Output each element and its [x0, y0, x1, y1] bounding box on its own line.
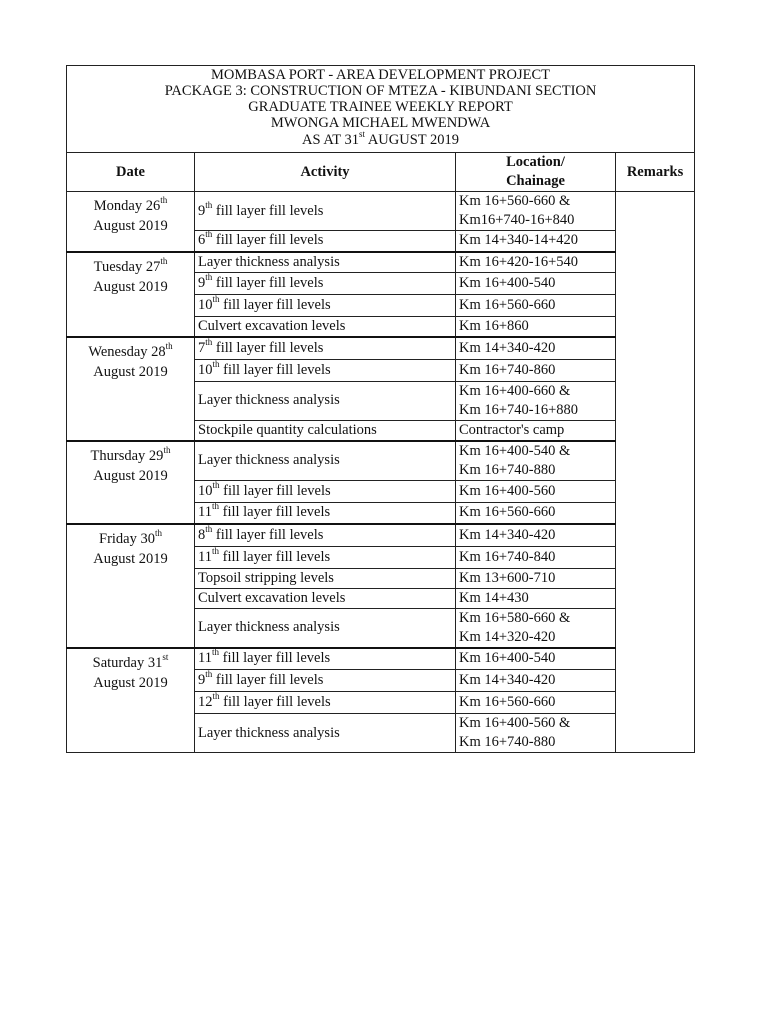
- activity-cell: [195, 337, 456, 359]
- layer-ordinal: th: [205, 669, 213, 680]
- activity-cell: [195, 359, 456, 381]
- chainage-line: Km 16+560-660: [459, 694, 556, 710]
- report-date-sup: st: [358, 129, 365, 140]
- report-body: [67, 192, 695, 753]
- chainage-line: Km 16+740-860: [459, 361, 556, 378]
- layer-ordinal: th: [212, 359, 220, 369]
- date-month: August 2019: [93, 674, 168, 691]
- activity-cell: [195, 524, 456, 546]
- layer-ordinal: th: [205, 524, 213, 534]
- chainage-line: Km 16+860: [459, 318, 529, 334]
- activity-text: fill layer fill levels: [212, 202, 324, 219]
- day-ordinal: th: [154, 528, 162, 539]
- date-line: [70, 342, 191, 362]
- date-cell: [67, 524, 195, 648]
- layer-number: 9: [198, 202, 206, 219]
- activity-cell: [195, 568, 456, 588]
- layer-ordinal: th: [211, 502, 219, 512]
- day-ordinal: th: [165, 341, 173, 352]
- day-name: Friday 30: [99, 531, 155, 547]
- activity-text: Layer thickness analysis: [198, 452, 340, 468]
- date-line: [70, 446, 191, 466]
- activity-cell: [195, 608, 456, 648]
- chainage-line: Km 16+560-660: [459, 504, 556, 521]
- layer-ordinal: th: [212, 480, 220, 490]
- chainage-line: Km 16+740-840: [459, 548, 556, 565]
- location-column-header: [456, 153, 616, 192]
- location-cell: [456, 568, 616, 588]
- activity-row: [67, 192, 695, 231]
- location-cell: [456, 608, 616, 648]
- chainage-line: Km 16+740-880: [459, 461, 556, 478]
- column-header-row: [67, 153, 695, 192]
- layer-number: 12: [198, 694, 213, 710]
- report-date-prefix: AS AT 31: [302, 132, 359, 148]
- date-column-header: Date: [67, 153, 195, 192]
- activity-cell: [195, 546, 456, 568]
- activity-text: fill layer fill levels: [219, 482, 331, 499]
- date-month: August 2019: [93, 278, 168, 295]
- location-header-line1: Location/: [506, 154, 565, 170]
- weekly-report-table: [66, 65, 695, 753]
- activity-text: fill layer fill levels: [219, 361, 331, 378]
- day-name: Tuesday 27: [93, 258, 161, 275]
- layer-number: 11: [198, 548, 212, 565]
- activity-cell: [195, 441, 456, 481]
- activity-cell: [195, 317, 456, 338]
- location-cell: [456, 441, 616, 481]
- activity-cell: [195, 480, 456, 502]
- activity-column-header: Activity: [195, 153, 456, 192]
- chainage-line: Km 16+400-540: [459, 275, 556, 291]
- layer-number: 10: [198, 482, 213, 499]
- activity-text: fill layer fill levels: [219, 694, 331, 710]
- location-cell: [456, 670, 616, 692]
- layer-number: 7: [198, 339, 206, 356]
- chainage-line: Km 16+580-660 &: [459, 609, 571, 626]
- chainage-line: Km 16+740-16+880: [459, 401, 579, 418]
- location-cell: [456, 420, 616, 441]
- date-line: [70, 257, 191, 277]
- day-ordinal: th: [160, 195, 168, 206]
- activity-cell: [195, 692, 456, 714]
- date-cell: [67, 252, 195, 338]
- chainage-line: Km 16+560-660: [459, 297, 556, 313]
- activity-text: fill layer fill levels: [218, 650, 331, 667]
- date-line: [70, 529, 191, 549]
- location-cell: [456, 480, 616, 502]
- activity-cell: [195, 420, 456, 441]
- activity-cell: [195, 295, 456, 317]
- activity-text: Layer thickness analysis: [198, 392, 340, 408]
- layer-ordinal: th: [205, 230, 213, 240]
- activity-cell: [195, 273, 456, 295]
- activity-row: [67, 252, 695, 273]
- chainage-line: Km 14+340-420: [459, 526, 556, 543]
- location-cell: [456, 692, 616, 714]
- date-month: August 2019: [93, 218, 168, 234]
- chainage-line: Km 14+430: [459, 589, 529, 606]
- day-ordinal: th: [163, 444, 171, 455]
- location-cell: [456, 648, 616, 670]
- layer-number: 10: [198, 297, 213, 313]
- activity-text: Layer thickness analysis: [198, 253, 340, 270]
- activity-text: fill layer fill levels: [212, 232, 324, 249]
- activity-text: Culvert excavation levels: [198, 589, 346, 606]
- location-cell: [456, 502, 616, 524]
- activity-text: Stockpile quantity calculations: [198, 421, 377, 438]
- chainage-line: Km 14+340-420: [459, 339, 556, 356]
- chainage-line: Km 13+600-710: [459, 569, 556, 586]
- chainage-line: Km 16+400-560: [459, 482, 556, 499]
- activity-row: [67, 337, 695, 359]
- location-cell: [456, 252, 616, 273]
- location-cell: [456, 317, 616, 338]
- day-ordinal: th: [160, 255, 168, 266]
- activity-text: fill layer fill levels: [212, 672, 324, 688]
- layer-ordinal: th: [205, 199, 213, 210]
- activity-row: [67, 648, 695, 670]
- activity-text: fill layer fill levels: [219, 297, 331, 313]
- date-cell: [67, 441, 195, 525]
- location-cell: [456, 295, 616, 317]
- chainage-line: Km 16+400-560 &: [459, 715, 571, 731]
- date-month: August 2019: [93, 551, 168, 567]
- activity-cell: [195, 502, 456, 524]
- location-cell: [456, 231, 616, 252]
- activity-text: fill layer fill levels: [218, 504, 331, 521]
- report-type: GRADUATE TRAINEE WEEKLY REPORT: [248, 99, 513, 115]
- date-cell: [67, 192, 195, 252]
- location-cell: [456, 588, 616, 608]
- date-cell: [67, 337, 195, 441]
- activity-row: [67, 524, 695, 546]
- activity-cell: [195, 714, 456, 753]
- activity-text: Topsoil stripping levels: [198, 569, 334, 586]
- date-month: August 2019: [93, 364, 168, 380]
- layer-number: 11: [198, 504, 212, 521]
- activity-text: fill layer fill levels: [218, 548, 331, 565]
- activity-cell: [195, 588, 456, 608]
- activity-cell: [195, 192, 456, 231]
- location-cell: [456, 381, 616, 420]
- date-cell: [67, 648, 195, 753]
- activity-row: [67, 441, 695, 481]
- chainage-line: Km 16+420-16+540: [459, 253, 579, 270]
- activity-text: fill layer fill levels: [212, 275, 324, 291]
- layer-number: 9: [198, 672, 206, 688]
- activity-cell: [195, 231, 456, 252]
- location-cell: [456, 546, 616, 568]
- layer-ordinal: th: [205, 272, 213, 283]
- trainee-name: MWONGA MICHAEL MWENDWA: [270, 115, 491, 131]
- location-cell: [456, 524, 616, 546]
- report-date-suffix: AUGUST 2019: [365, 132, 459, 148]
- report-date: [67, 131, 694, 150]
- chainage-line: Km 16+400-540: [459, 650, 556, 667]
- chainage-line: Km 16+740-880: [459, 734, 556, 750]
- chainage-line: Km 16+400-540 &: [459, 442, 571, 459]
- layer-ordinal: th: [205, 337, 213, 347]
- date-line: [70, 196, 191, 216]
- activity-cell: [195, 670, 456, 692]
- layer-number: 9: [198, 275, 206, 291]
- chainage-line: Km 14+340-420: [459, 672, 556, 688]
- day-name: Wenesday 28: [88, 344, 166, 360]
- layer-ordinal: th: [212, 294, 220, 305]
- activity-cell: [195, 648, 456, 670]
- remarks-cell: [616, 192, 695, 753]
- chainage-line: Contractor's camp: [459, 421, 565, 438]
- chainage-line: Km 16+560-660 &: [459, 193, 571, 209]
- location-cell: [456, 359, 616, 381]
- activity-text: Layer thickness analysis: [198, 619, 340, 635]
- date-month: August 2019: [93, 467, 168, 484]
- day-name: Thursday 29: [90, 447, 164, 464]
- layer-number: 10: [198, 361, 213, 378]
- location-cell: [456, 273, 616, 295]
- day-ordinal: st: [162, 651, 169, 662]
- chainage-line: Km 14+340-14+420: [459, 232, 579, 249]
- activity-text: fill layer fill levels: [212, 339, 324, 356]
- report-title-row: [67, 66, 695, 153]
- activity-cell: [195, 252, 456, 273]
- location-cell: [456, 714, 616, 753]
- package-name: PACKAGE 3: CONSTRUCTION OF MTEZA - KIBUNDANI SECTION: [164, 83, 597, 99]
- remarks-column-header: Remarks: [616, 153, 695, 192]
- layer-number: 6: [198, 232, 206, 249]
- layer-number: 11: [198, 650, 212, 667]
- layer-ordinal: th: [211, 546, 219, 556]
- layer-ordinal: th: [211, 647, 219, 658]
- project-name: MOMBASA PORT - AREA DEVELOPMENT PROJECT: [211, 67, 551, 83]
- location-cell: [456, 337, 616, 359]
- activity-text: fill layer fill levels: [212, 526, 324, 543]
- location-header-line2: Chainage: [506, 173, 565, 189]
- day-name: Saturday 31: [92, 654, 163, 671]
- day-name: Monday 26: [93, 198, 161, 214]
- activity-cell: [195, 381, 456, 420]
- chainage-line: Km 16+400-660 &: [459, 382, 571, 399]
- chainage-line: Km16+740-16+840: [459, 212, 575, 228]
- layer-number: 8: [198, 526, 206, 543]
- layer-ordinal: th: [212, 691, 220, 702]
- chainage-line: Km 14+320-420: [459, 628, 556, 645]
- report-title-block: [67, 66, 695, 153]
- date-line: [70, 653, 191, 673]
- activity-text: Layer thickness analysis: [198, 724, 340, 741]
- activity-text: Culvert excavation levels: [198, 318, 346, 334]
- location-cell: [456, 192, 616, 231]
